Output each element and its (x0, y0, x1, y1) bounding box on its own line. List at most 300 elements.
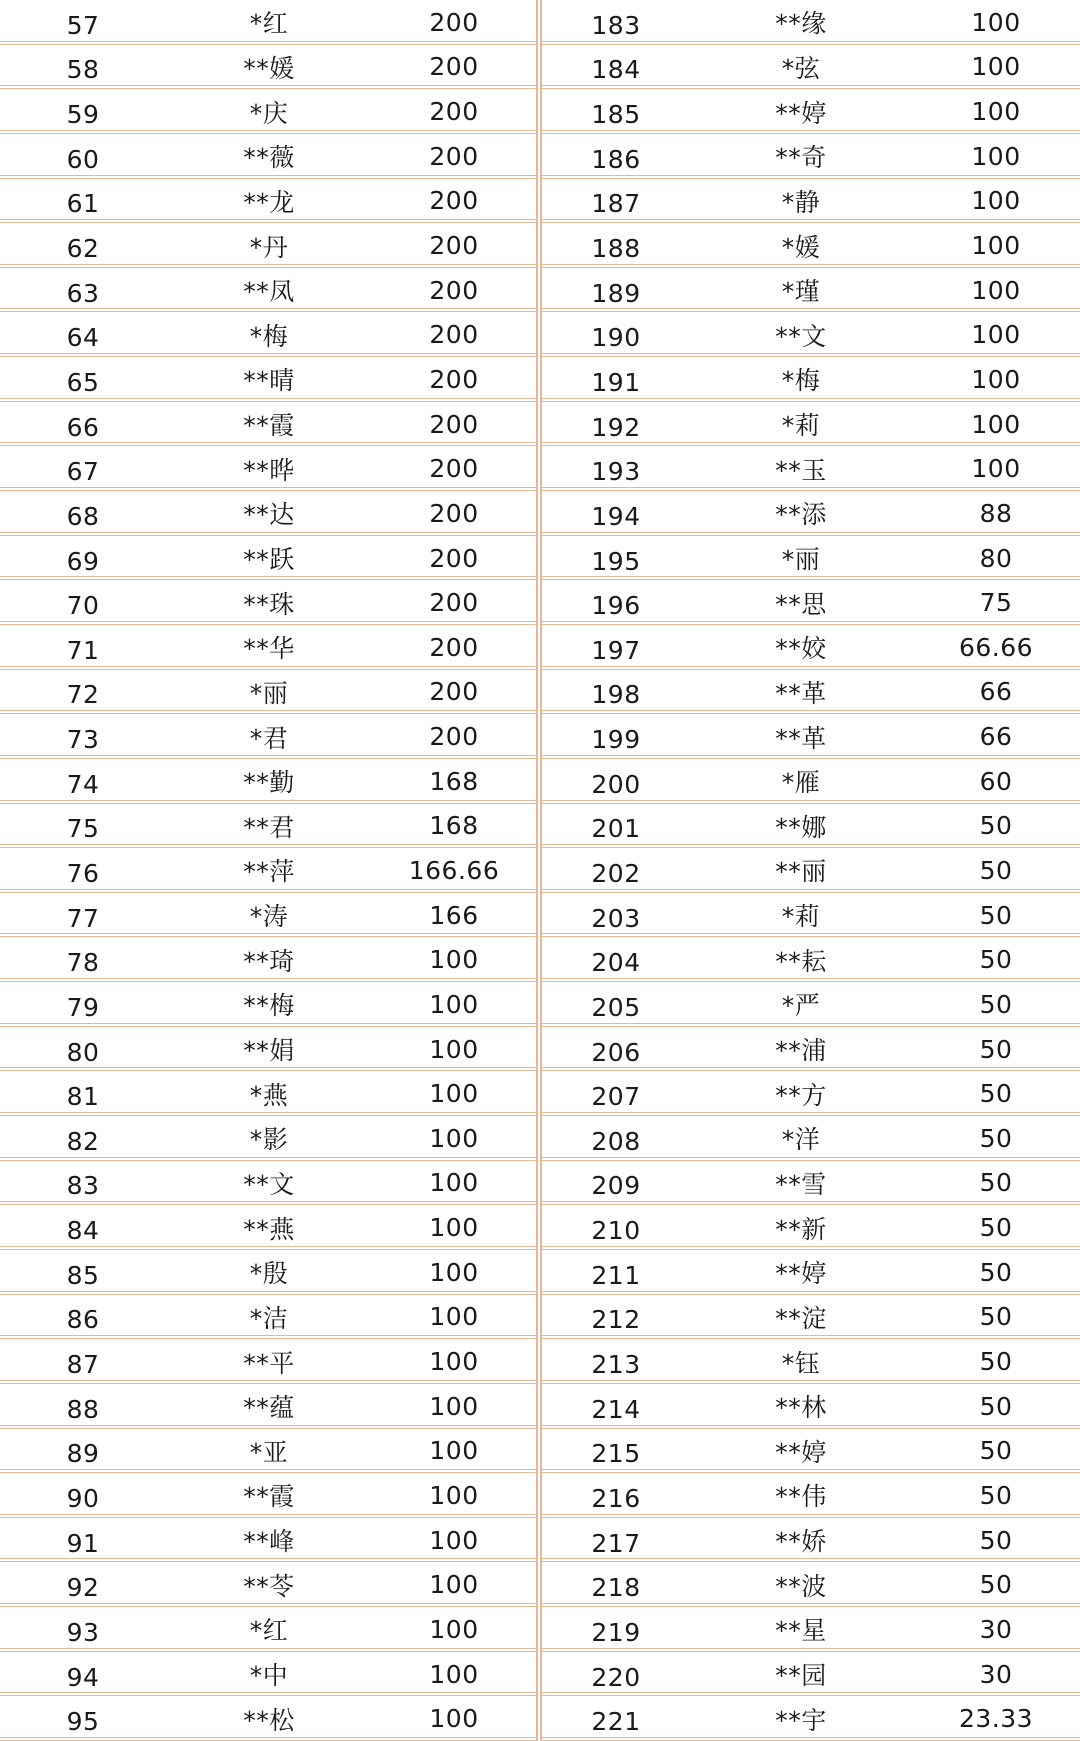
donor-name: **浦 (775, 1036, 827, 1066)
donor-name: **苓 (243, 1571, 295, 1601)
table-row (0, 1295, 536, 1340)
donor-name: **缘 (775, 9, 827, 39)
donor-name: **达 (243, 500, 295, 530)
row-number: 72 (66, 680, 100, 710)
row-number: 202 (591, 858, 641, 888)
table-row (542, 1607, 1080, 1652)
row-number: 93 (66, 1617, 100, 1647)
donor-name: **新 (775, 1214, 827, 1244)
donation-amount: 200 (429, 677, 479, 707)
row-number: 80 (66, 1037, 100, 1067)
row-number: 196 (591, 591, 641, 621)
donor-name: *媛 (781, 232, 821, 262)
table-row (0, 714, 536, 759)
table-row (0, 1473, 536, 1518)
row-number: 205 (591, 992, 641, 1022)
donor-name: **珠 (243, 589, 295, 619)
donor-name: **婷 (775, 98, 827, 128)
row-number: 63 (66, 278, 100, 308)
table-row (542, 848, 1080, 893)
row-number: 218 (591, 1573, 641, 1603)
donation-amount: 100 (429, 1436, 479, 1466)
donor-name: *燕 (249, 1080, 289, 1110)
donor-name: **蕴 (243, 1393, 295, 1423)
donor-name: **文 (243, 1169, 295, 1199)
donation-amount: 200 (429, 7, 479, 37)
donor-name: *丽 (781, 545, 821, 574)
donor-name: *丽 (249, 678, 289, 708)
donation-amount: 100 (429, 1123, 479, 1153)
donation-amount: 200 (429, 588, 479, 618)
donor-name: **勤 (243, 768, 295, 798)
donor-name: **丽 (775, 857, 827, 887)
donation-amount: 50 (979, 1480, 1013, 1510)
donor-name: *亚 (249, 1437, 289, 1467)
donation-amount: 168 (429, 766, 479, 796)
donor-name: *梅 (781, 366, 821, 396)
donation-amount: 100 (971, 275, 1021, 305)
row-number: 204 (591, 948, 641, 978)
table-row (0, 1518, 536, 1563)
row-number: 57 (66, 10, 100, 40)
table-row (0, 1384, 536, 1429)
table-row (542, 402, 1080, 447)
donation-amount: 100 (429, 1257, 479, 1287)
donation-amount: 100 (971, 97, 1021, 127)
row-number: 189 (591, 278, 641, 308)
donation-amount: 50 (979, 1213, 1013, 1243)
donor-name: **淀 (775, 1303, 827, 1333)
row-number: 69 (66, 546, 100, 576)
donor-name: **跃 (243, 545, 295, 574)
donation-amount: 66 (979, 722, 1013, 752)
donor-name: **星 (775, 1616, 827, 1646)
table-row (542, 1205, 1080, 1250)
donor-name: *洁 (249, 1303, 289, 1333)
donation-amount: 200 (429, 320, 479, 350)
donor-name: *弦 (781, 53, 821, 83)
table-row (542, 1250, 1080, 1295)
table-row (542, 536, 1080, 581)
donor-name: **玉 (775, 455, 827, 485)
row-number: 216 (591, 1483, 641, 1513)
donor-name: **婷 (775, 1437, 827, 1467)
donation-amount: 100 (429, 1168, 479, 1198)
row-number: 81 (66, 1082, 100, 1112)
donation-amount: 200 (429, 186, 479, 216)
donation-amount: 200 (429, 52, 479, 82)
row-number: 92 (66, 1573, 100, 1603)
donation-amount: 50 (979, 811, 1013, 841)
table-row (542, 580, 1080, 625)
donation-amount: 100 (429, 1570, 479, 1600)
donation-amount: 100 (429, 1302, 479, 1332)
donor-name: **霞 (243, 1482, 295, 1512)
donor-name: **雪 (775, 1169, 827, 1199)
donor-name: **梅 (243, 991, 295, 1021)
donor-name: **龙 (243, 187, 295, 217)
donation-amount: 50 (979, 1034, 1013, 1064)
table-row (0, 804, 536, 849)
donation-amount: 200 (429, 632, 479, 662)
row-number: 212 (591, 1305, 641, 1335)
row-number: 79 (66, 992, 100, 1022)
donation-amount: 100 (971, 364, 1021, 394)
table-row (0, 357, 536, 402)
donation-amount: 200 (429, 141, 479, 171)
row-number: 209 (591, 1171, 641, 1201)
row-number: 219 (591, 1617, 641, 1647)
table-row (542, 1027, 1080, 1072)
row-number: 208 (591, 1126, 641, 1156)
donor-name: **伟 (775, 1482, 827, 1512)
donation-amount: 200 (429, 454, 479, 484)
row-number: 210 (591, 1216, 641, 1246)
row-number: 94 (66, 1662, 100, 1692)
row-number: 213 (591, 1350, 641, 1380)
donation-amount: 100 (429, 989, 479, 1019)
row-number: 64 (66, 323, 100, 353)
donor-name: **晔 (243, 455, 295, 485)
donation-amount: 50 (979, 1302, 1013, 1332)
table-row (542, 1116, 1080, 1161)
row-number: 220 (591, 1662, 641, 1692)
donation-amount: 100 (971, 141, 1021, 171)
table-row (542, 1295, 1080, 1340)
donation-amount: 23.33 (958, 1704, 1034, 1734)
row-number: 68 (66, 501, 100, 531)
row-number: 186 (591, 144, 641, 174)
table-row (542, 491, 1080, 536)
donor-name: **波 (775, 1571, 827, 1601)
donor-name: *莉 (781, 411, 821, 441)
table-row (542, 446, 1080, 491)
row-number: 66 (66, 412, 100, 442)
table-row (542, 670, 1080, 715)
donor-name: **霞 (243, 411, 295, 441)
table-row (542, 1071, 1080, 1116)
row-number: 58 (66, 55, 100, 85)
donor-name: *莉 (781, 902, 821, 932)
donation-amount: 100 (971, 7, 1021, 37)
row-number: 195 (591, 546, 641, 576)
table-row (542, 1518, 1080, 1563)
row-number: 184 (591, 55, 641, 85)
row-number: 91 (66, 1528, 100, 1558)
table-row (0, 1696, 536, 1741)
table-row (0, 1652, 536, 1697)
donor-name: *涛 (249, 902, 289, 932)
row-number: 65 (66, 367, 100, 397)
donation-amount: 200 (429, 722, 479, 752)
donor-name: *瑾 (781, 277, 821, 307)
donation-amount: 80 (979, 543, 1013, 573)
donation-amount: 100 (971, 320, 1021, 350)
row-number: 76 (66, 858, 100, 888)
donation-amount: 50 (979, 1168, 1013, 1198)
table-row (0, 982, 536, 1027)
row-number: 74 (66, 769, 100, 799)
donor-name: **添 (775, 500, 827, 530)
donation-amount: 100 (429, 945, 479, 975)
table-row (542, 45, 1080, 90)
donor-name: **凤 (243, 277, 295, 307)
donor-name: **林 (775, 1393, 827, 1423)
donation-amount: 200 (429, 409, 479, 439)
table-row (542, 893, 1080, 938)
table-row (0, 1339, 536, 1384)
table-row (0, 893, 536, 938)
donation-amount: 100 (429, 1525, 479, 1555)
row-number: 61 (66, 189, 100, 219)
donation-amount: 66 (979, 677, 1013, 707)
donation-amount: 200 (429, 364, 479, 394)
row-number: 89 (66, 1439, 100, 1469)
row-number: 190 (591, 323, 641, 353)
table-row (0, 1161, 536, 1206)
table-row (0, 268, 536, 313)
donation-amount: 100 (429, 1079, 479, 1109)
donation-amount: 100 (971, 409, 1021, 439)
donor-name: **松 (243, 1705, 295, 1735)
donor-name: **娇 (775, 1527, 827, 1557)
table-row (542, 179, 1080, 224)
row-number: 192 (591, 412, 641, 442)
donation-amount: 200 (429, 97, 479, 127)
donation-amount: 50 (979, 855, 1013, 885)
table-row (0, 1250, 536, 1295)
donor-name: **华 (243, 634, 295, 664)
row-number: 75 (66, 814, 100, 844)
row-number: 70 (66, 591, 100, 621)
donor-name: **君 (243, 812, 295, 842)
donation-amount: 100 (429, 1614, 479, 1644)
donation-amount: 50 (979, 1257, 1013, 1287)
row-number: 193 (591, 457, 641, 487)
table-row (542, 1384, 1080, 1429)
row-number: 86 (66, 1305, 100, 1335)
table-row (0, 625, 536, 670)
donor-name: **平 (243, 1348, 295, 1378)
row-number: 217 (591, 1528, 641, 1558)
row-number: 194 (591, 501, 641, 531)
donor-name: **薇 (243, 143, 295, 173)
donation-amount: 30 (979, 1614, 1013, 1644)
donor-name: **方 (775, 1080, 827, 1110)
table-row (0, 89, 536, 134)
table-right-column (542, 0, 1080, 1741)
donor-name: *红 (249, 9, 289, 39)
table-row (0, 491, 536, 536)
donation-amount: 50 (979, 1347, 1013, 1377)
donor-name: **革 (775, 723, 827, 753)
donor-name: *洋 (781, 1125, 821, 1155)
row-number: 207 (591, 1082, 641, 1112)
donation-amount: 200 (429, 275, 479, 305)
donation-amount: 50 (979, 1079, 1013, 1109)
row-number: 77 (66, 903, 100, 933)
donation-amount: 166.66 (408, 855, 500, 885)
donor-name: **姣 (775, 634, 827, 664)
donor-name: **琦 (243, 946, 295, 976)
row-number: 59 (66, 100, 100, 130)
table-row (0, 536, 536, 581)
table-row (542, 1562, 1080, 1607)
donation-amount: 100 (429, 1480, 479, 1510)
donation-amount: 30 (979, 1659, 1013, 1689)
row-number: 214 (591, 1394, 641, 1424)
table-row (0, 45, 536, 90)
donor-name: *严 (781, 991, 821, 1021)
donor-name: **革 (775, 678, 827, 708)
donation-amount: 100 (429, 1034, 479, 1064)
row-number: 85 (66, 1260, 100, 1290)
row-number: 199 (591, 725, 641, 755)
donation-amount: 100 (429, 1659, 479, 1689)
table-row (542, 1161, 1080, 1206)
donor-name: *君 (249, 723, 289, 753)
row-number: 88 (66, 1394, 100, 1424)
donor-name: *红 (249, 1616, 289, 1646)
row-number: 187 (591, 189, 641, 219)
table-row (0, 937, 536, 982)
table-row (0, 312, 536, 357)
row-number: 206 (591, 1037, 641, 1067)
donor-name: **晴 (243, 366, 295, 396)
row-number: 221 (591, 1707, 641, 1737)
donor-name: **奇 (775, 143, 827, 173)
donor-name: *丹 (249, 232, 289, 262)
row-number: 84 (66, 1216, 100, 1246)
table-row (542, 89, 1080, 134)
donor-name: **燕 (243, 1214, 295, 1244)
row-number: 201 (591, 814, 641, 844)
row-number: 62 (66, 234, 100, 264)
donation-amount: 50 (979, 1391, 1013, 1421)
table-row (0, 1429, 536, 1474)
donation-amount: 168 (429, 811, 479, 841)
row-number: 211 (591, 1260, 641, 1290)
donation-amount: 100 (429, 1704, 479, 1734)
donor-name: *钰 (781, 1348, 821, 1378)
row-number: 90 (66, 1483, 100, 1513)
row-number: 188 (591, 234, 641, 264)
row-number: 191 (591, 367, 641, 397)
row-number: 198 (591, 680, 641, 710)
table-row (0, 1562, 536, 1607)
table-row (0, 223, 536, 268)
table-row (542, 1339, 1080, 1384)
donor-name: **婷 (775, 1259, 827, 1289)
table-row (542, 1429, 1080, 1474)
row-number: 183 (591, 10, 641, 40)
donation-amount: 100 (971, 231, 1021, 261)
table-row (542, 1473, 1080, 1518)
donor-name: *雁 (781, 768, 821, 798)
donor-name: **宇 (775, 1705, 827, 1735)
table-row (0, 580, 536, 625)
table-row (0, 848, 536, 893)
donor-name: *梅 (249, 321, 289, 351)
donation-amount: 50 (979, 900, 1013, 930)
donor-name: **耘 (775, 946, 827, 976)
table-row (542, 134, 1080, 179)
donation-amount: 50 (979, 1123, 1013, 1153)
table-row (0, 1116, 536, 1161)
table-row (542, 223, 1080, 268)
row-number: 185 (591, 100, 641, 130)
donation-amount: 100 (429, 1347, 479, 1377)
table-row (0, 1607, 536, 1652)
row-number: 78 (66, 948, 100, 978)
donor-name: *影 (249, 1125, 289, 1155)
donation-amount: 100 (971, 52, 1021, 82)
row-number: 87 (66, 1350, 100, 1380)
row-number: 67 (66, 457, 100, 487)
table-row (0, 1071, 536, 1116)
row-number: 82 (66, 1126, 100, 1156)
donation-amount: 50 (979, 945, 1013, 975)
table-row (542, 625, 1080, 670)
donor-name: **媛 (243, 53, 295, 83)
table-row (542, 268, 1080, 313)
row-number: 200 (591, 769, 641, 799)
donation-amount: 50 (979, 1525, 1013, 1555)
table-row (542, 1652, 1080, 1697)
donation-amount: 50 (979, 1570, 1013, 1600)
table-row (0, 179, 536, 224)
donor-name: **娜 (775, 812, 827, 842)
donation-amount: 100 (971, 186, 1021, 216)
table-row (542, 982, 1080, 1027)
donor-name: *庆 (249, 98, 289, 128)
donation-amount: 88 (979, 498, 1013, 528)
donation-amount: 200 (429, 498, 479, 528)
table-row (542, 312, 1080, 357)
table-row (542, 714, 1080, 759)
table-row (542, 804, 1080, 849)
row-number: 73 (66, 725, 100, 755)
donor-name: *殷 (249, 1259, 289, 1289)
donation-amount: 200 (429, 231, 479, 261)
table-row (0, 1205, 536, 1250)
table-row (542, 1696, 1080, 1741)
row-number: 215 (591, 1439, 641, 1469)
donor-name: *静 (781, 187, 821, 217)
donor-name: **峰 (243, 1527, 295, 1557)
table-row (0, 134, 536, 179)
table-left-column (0, 0, 536, 1741)
table-row (0, 0, 536, 45)
row-number: 197 (591, 635, 641, 665)
donation-amount: 60 (979, 766, 1013, 796)
donor-name: **萍 (243, 857, 295, 887)
table-row (542, 0, 1080, 45)
donor-name: **文 (775, 321, 827, 351)
donation-amount: 100 (429, 1213, 479, 1243)
table-row (542, 759, 1080, 804)
row-number: 95 (66, 1707, 100, 1737)
donation-amount: 75 (979, 588, 1013, 618)
donor-name: **娟 (243, 1036, 295, 1066)
donation-amount: 166 (429, 900, 479, 930)
table-row (0, 759, 536, 804)
donor-name: **园 (775, 1661, 827, 1691)
donation-amount: 100 (429, 1391, 479, 1421)
table-row (0, 670, 536, 715)
table-row (542, 357, 1080, 402)
donation-amount: 100 (971, 454, 1021, 484)
